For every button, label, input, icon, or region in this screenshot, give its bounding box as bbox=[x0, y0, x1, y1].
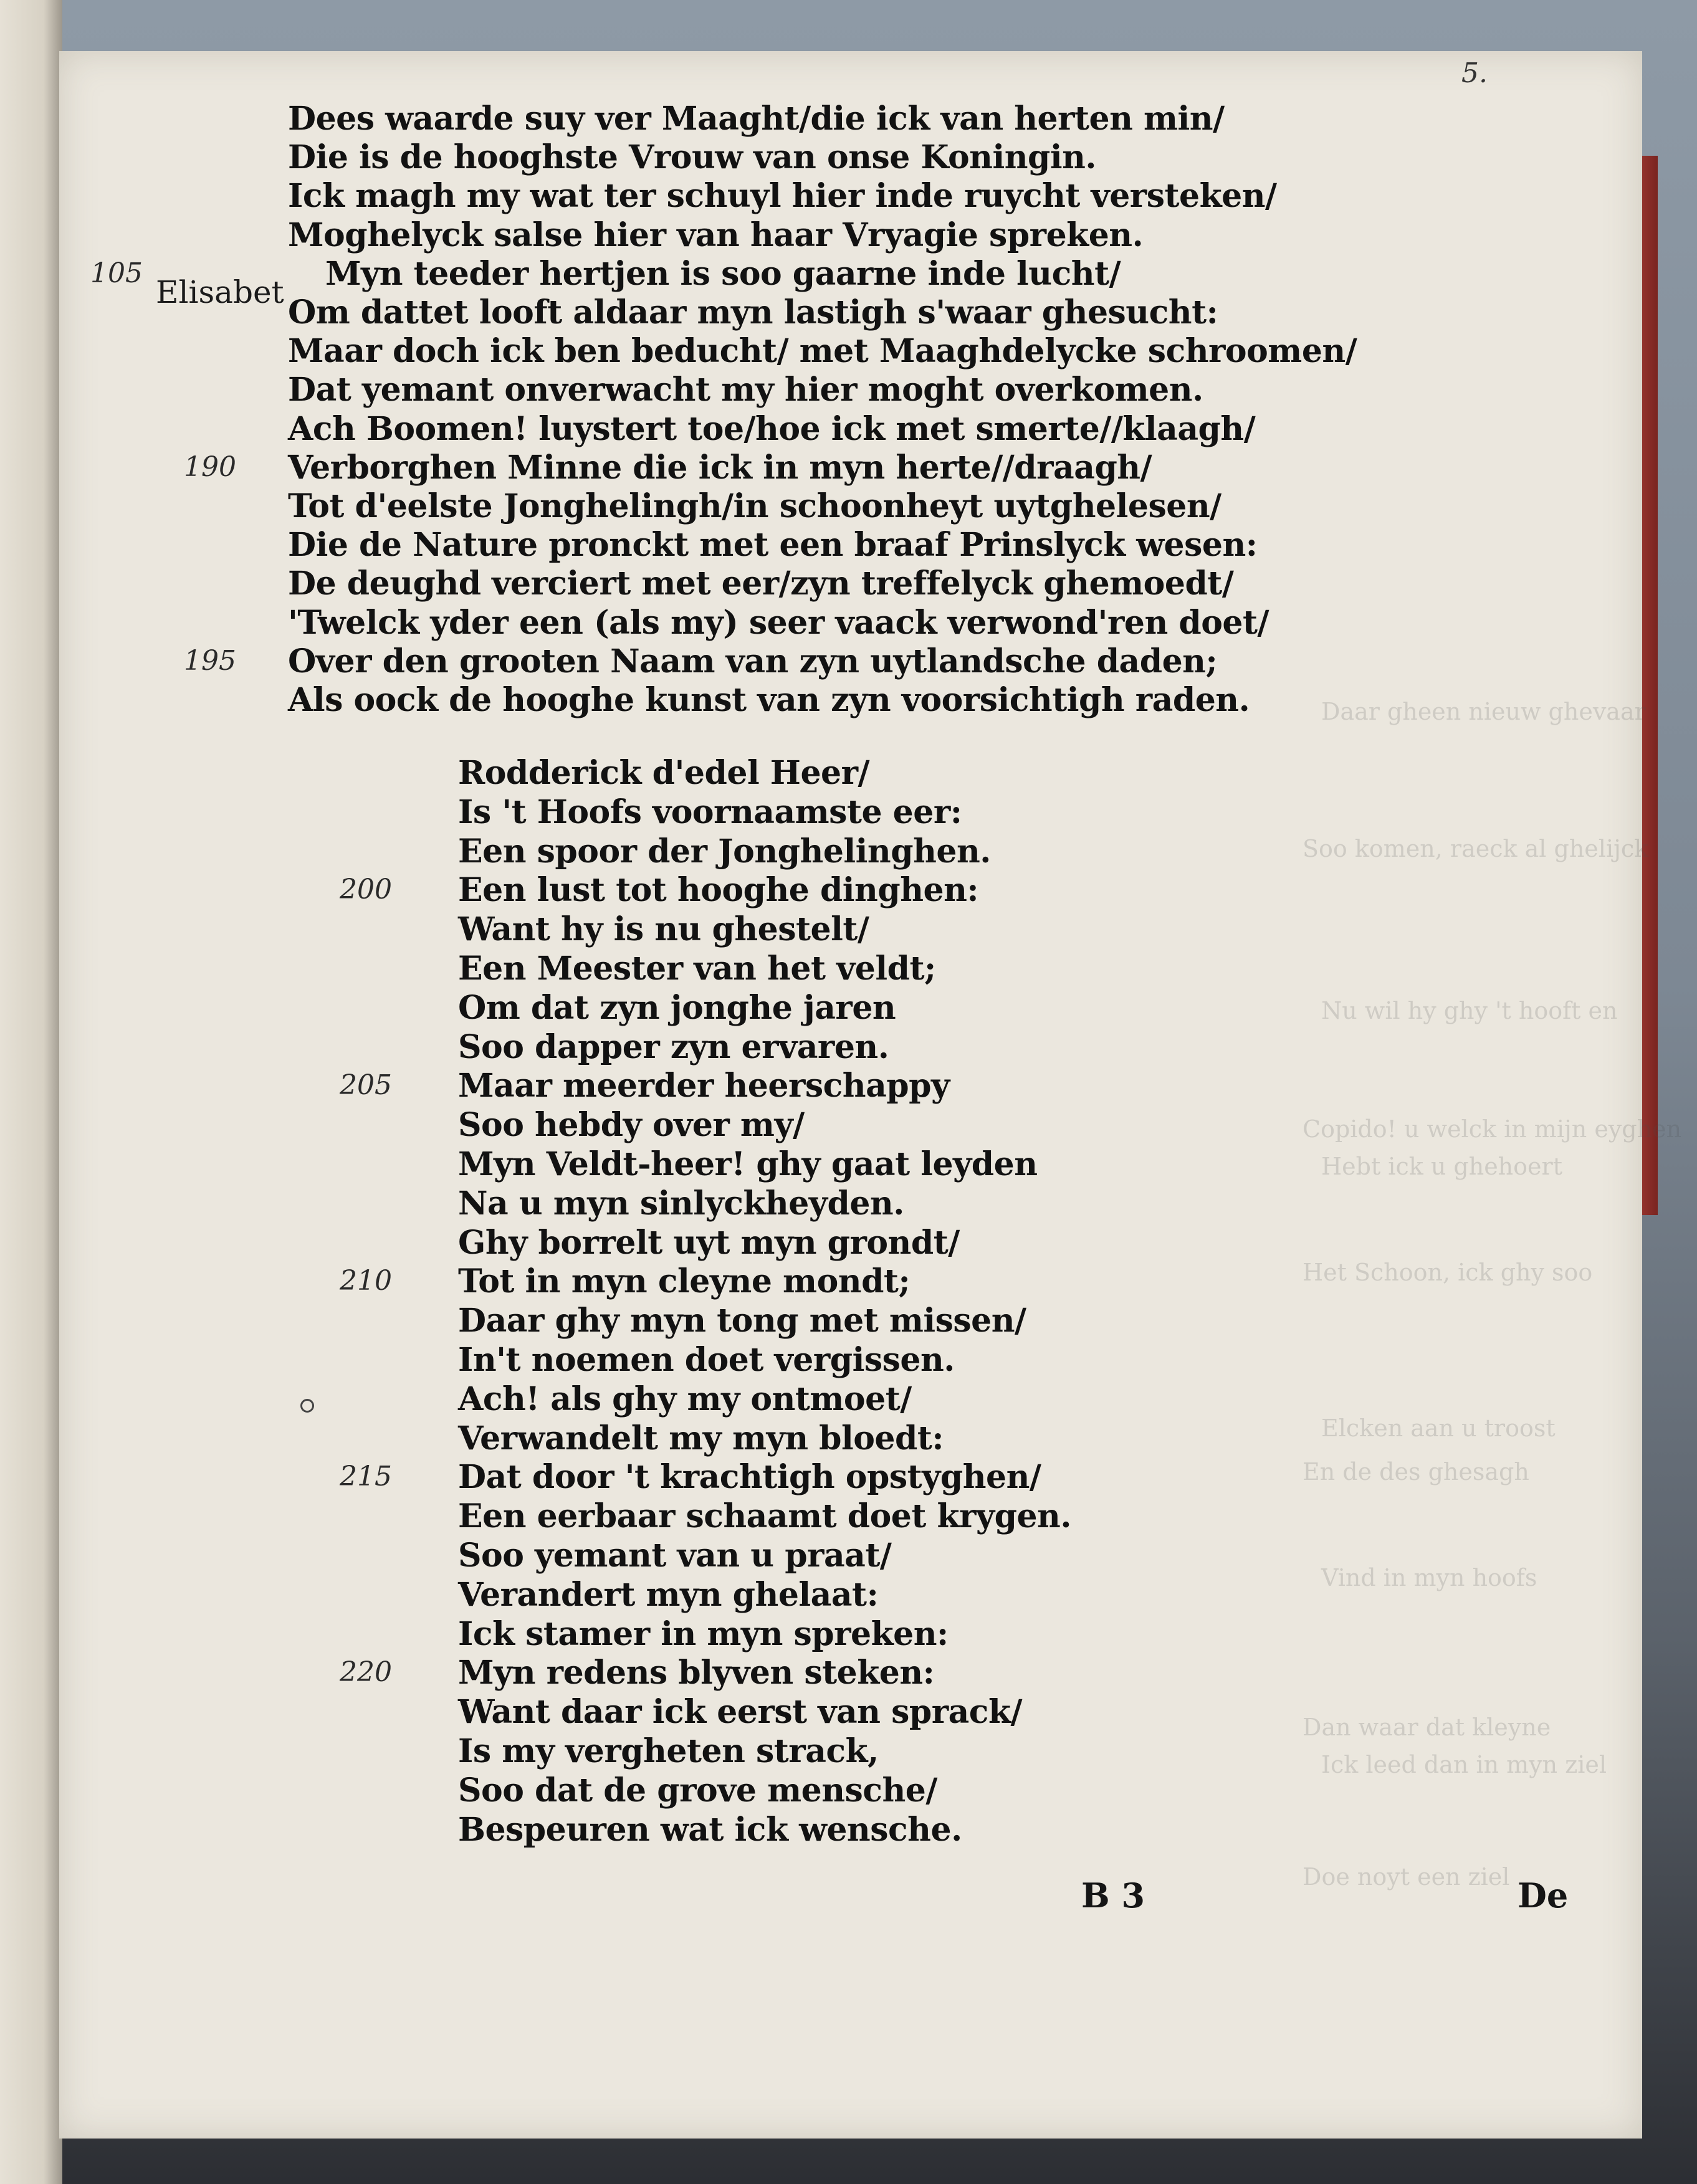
bleed-through-line: Dan waar dat kleyne bbox=[1303, 1714, 1551, 1741]
bleed-through-line: Het Schoon, ick ghy soo bbox=[1303, 1259, 1593, 1286]
verse-line: Een Meester van het veldt; bbox=[458, 949, 936, 988]
verse-line: Daar ghy myn tong met missen/ bbox=[458, 1302, 1026, 1340]
verse-line: Die de Nature pronckt met een braaf Prinslyck wesen: bbox=[288, 526, 1258, 565]
verse-line: De deughd verciert met eer/zyn treffelyck ghemoedt/ bbox=[288, 565, 1234, 603]
line-number: 190 bbox=[184, 451, 236, 483]
verse-line: Maar meerder heerschappy bbox=[458, 1067, 950, 1105]
verse-line: Ach Boomen! luystert toe/hoe ick met smerte//klaagh/ bbox=[288, 409, 1256, 448]
line-number: 215 bbox=[340, 1461, 392, 1493]
verse-line: Maar doch ick ben beducht/ met Maaghdelycke schroomen/ bbox=[288, 332, 1357, 371]
verse-line: Een eerbaar schaamt doet krygen. bbox=[458, 1497, 1071, 1536]
verse-line: Om dat zyn jonghe jaren bbox=[458, 988, 896, 1027]
verse-line: Dees waarde suy ver Maaght/die ick van herten min/ bbox=[288, 100, 1225, 138]
catchword: De bbox=[1518, 1876, 1569, 1915]
bleed-through-line: Hebt ick u ghehoert bbox=[1321, 1153, 1562, 1180]
bleed-through-line: En de des ghesagh bbox=[1303, 1458, 1529, 1485]
verse-line: Myn Veldt-heer! ghy gaat leyden bbox=[458, 1145, 1038, 1183]
verse-line: Over den grooten Naam van zyn uytlandsche daden; bbox=[288, 642, 1218, 680]
verse-line: Is 't Hoofs voornaamste eer: bbox=[458, 793, 962, 831]
bleed-through-line: Vind in myn hoofs bbox=[1321, 1564, 1537, 1591]
verse-line: Myn redens blyven steken: bbox=[458, 1654, 935, 1692]
facing-page-edge bbox=[0, 0, 62, 2184]
verse-line: Verborghen Minne die ick in myn herte//draagh/ bbox=[288, 448, 1152, 487]
verse-line: Myn teeder hertjen is soo gaarne inde lucht/ bbox=[325, 254, 1121, 293]
verse-line: Want hy is nu ghestelt/ bbox=[458, 910, 869, 949]
verse-line: Rodderick d'edel Heer/ bbox=[458, 754, 869, 792]
verse-line: Verwandelt my myn bloedt: bbox=[458, 1419, 944, 1457]
speaker-name: Elisabet bbox=[156, 274, 284, 310]
line-number: 220 bbox=[340, 1656, 392, 1689]
line-number: 205 bbox=[340, 1069, 392, 1102]
verse-line: Ick magh my wat ter schuyl hier inde ruycht versteken/ bbox=[288, 177, 1277, 216]
verse-line: Een spoor der Jonghelinghen. bbox=[458, 832, 991, 870]
verse-line: Ach! als ghy my ontmoet/ bbox=[458, 1380, 912, 1418]
verse-line: Want daar ick eerst van sprack/ bbox=[458, 1693, 1022, 1732]
line-number: 210 bbox=[340, 1265, 392, 1297]
verse-line: Een lust tot hooghe dinghen: bbox=[458, 871, 979, 910]
line-number: 105 bbox=[90, 257, 143, 289]
bleed-through-line: Daar gheen nieuw ghevaar bbox=[1321, 698, 1646, 725]
bleed-through-line: Nu wil hy ghy 't hooft en bbox=[1321, 997, 1618, 1024]
verse-line: Soo hebdy over my/ bbox=[458, 1106, 805, 1145]
line-number: 195 bbox=[184, 644, 236, 677]
verse-line: Ick stamer in myn spreken: bbox=[458, 1614, 949, 1653]
verse-line: Die is de hooghste Vrouw van onse Koningin. bbox=[288, 138, 1097, 177]
line-number: 200 bbox=[340, 874, 392, 906]
verse-line: Ghy borrelt uyt myn grondt/ bbox=[458, 1223, 960, 1262]
signature-mark: B 3 bbox=[1081, 1876, 1145, 1915]
verse-line: Na u myn sinlyckheyden. bbox=[458, 1184, 904, 1223]
page-number: 5. bbox=[1461, 57, 1488, 89]
verse-line: Dat door 't krachtigh opstyghen/ bbox=[458, 1458, 1041, 1497]
verse-line: Verandert myn ghelaat: bbox=[458, 1575, 879, 1614]
verse-line: 'Twelck yder een (als my) seer vaack verwond'ren doet/ bbox=[288, 603, 1269, 642]
bleed-through-line: Elcken aan u troost bbox=[1321, 1414, 1556, 1442]
ink-circle-mark bbox=[300, 1399, 314, 1413]
verse-line: Soo yemant van u praat/ bbox=[458, 1536, 892, 1575]
verse-line: Soo dapper zyn ervaren. bbox=[458, 1028, 889, 1066]
verse-line: Bespeuren wat ick wensche. bbox=[458, 1810, 962, 1849]
verse-line: Om dattet looft aldaar myn lastigh s'waar ghesucht: bbox=[288, 293, 1218, 332]
verse-line: Is my vergheten strack, bbox=[458, 1732, 879, 1770]
bleed-through-line: Doe noyt een ziel bbox=[1303, 1863, 1510, 1891]
verse-line: Als oock de hooghe kunst van zyn voorsichtigh raden. bbox=[288, 681, 1250, 720]
verse-line: Dat yemant onverwacht my hier moght overkomen. bbox=[288, 371, 1203, 409]
verse-line: Tot d'eelste Jonghelingh/in schoonheyt uytghelesen/ bbox=[288, 487, 1221, 526]
bleed-through-line: Copido! u welck in mijn eyghen bbox=[1303, 1115, 1682, 1143]
verse-line: Moghelyck salse hier van haar Vryagie spreken. bbox=[288, 216, 1144, 254]
verse-block-2 bbox=[458, 754, 1071, 1849]
bleed-through-line: Ick leed dan in myn ziel bbox=[1321, 1751, 1607, 1778]
verse-line: In't noemen doet vergissen. bbox=[458, 1340, 955, 1379]
verse-line: Tot in myn cleyne mondt; bbox=[458, 1262, 911, 1301]
verse-line: Soo dat de grove mensche/ bbox=[458, 1771, 937, 1810]
verse-block-1 bbox=[288, 100, 1357, 720]
bleed-through-line: Soo komen, raeck al ghelijck bbox=[1303, 835, 1649, 862]
